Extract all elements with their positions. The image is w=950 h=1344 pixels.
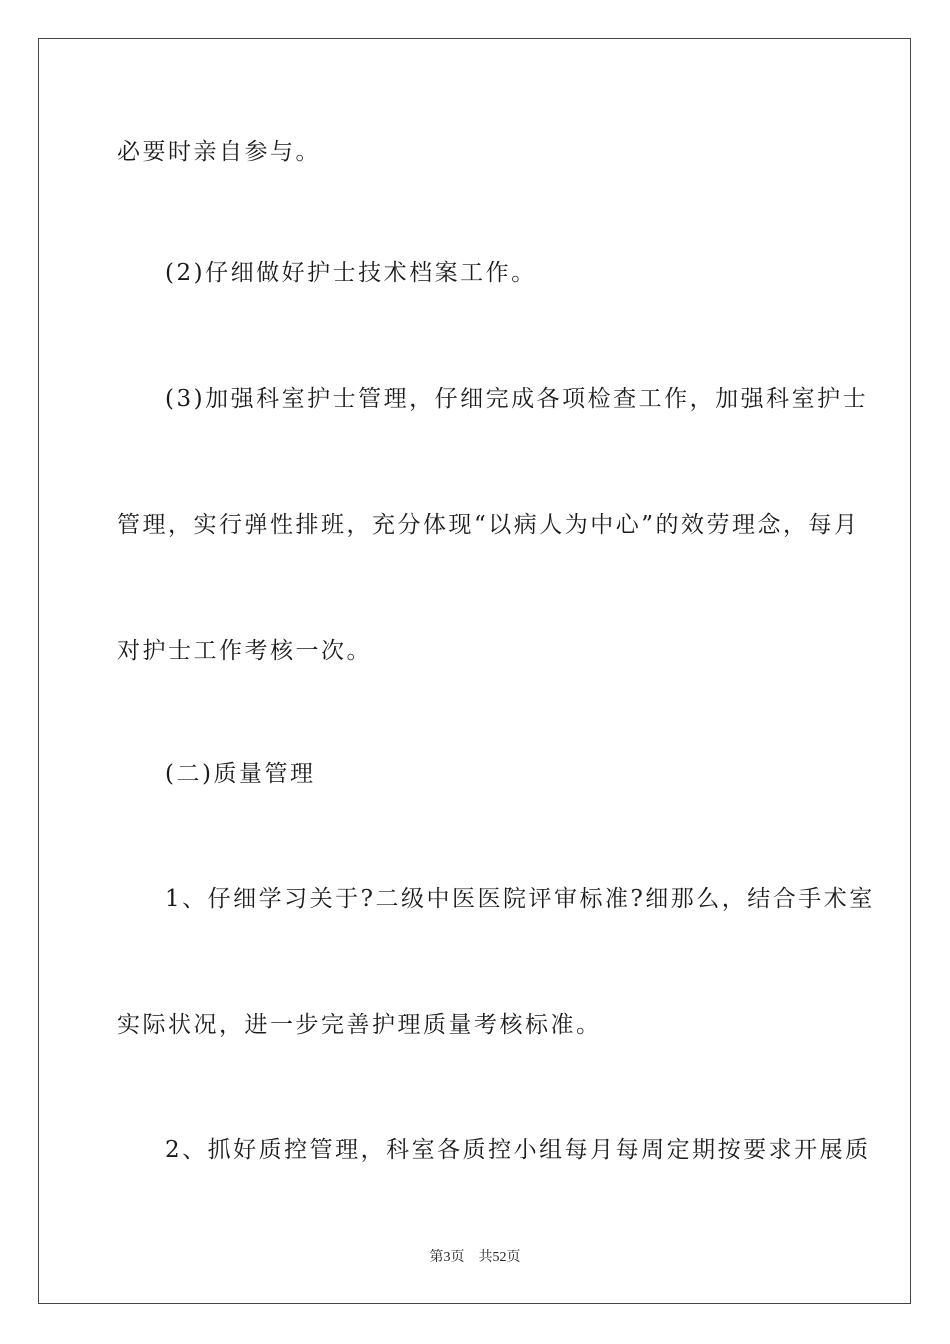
text-line: 对护士工作考核一次。 xyxy=(117,638,372,664)
text-line: 1、仔细学习关于?二级中医医院评审标准?细那么，结合手术室 xyxy=(165,886,875,912)
page-border xyxy=(38,38,911,1304)
section-heading: (二)质量管理 xyxy=(165,761,316,787)
page-footer: 第3页 共52页 xyxy=(429,1250,521,1265)
text-line: 实际状况，进一步完善护理质量考核标准。 xyxy=(117,1012,602,1038)
text-line: (3)加强科室护士管理，仔细完成各项检查工作，加强科室护士 xyxy=(165,386,869,412)
text-line: 2、抓好质控管理，科室各质控小组每月每周定期按要求开展质 xyxy=(165,1137,871,1163)
text-line: 必要时亲自参与。 xyxy=(117,139,321,165)
text-line: 管理，实行弹性排班，充分体现“以病人为中心”的效劳理念，每月 xyxy=(117,512,860,538)
text-line: (2)仔细做好护士技术档案工作。 xyxy=(165,260,537,286)
